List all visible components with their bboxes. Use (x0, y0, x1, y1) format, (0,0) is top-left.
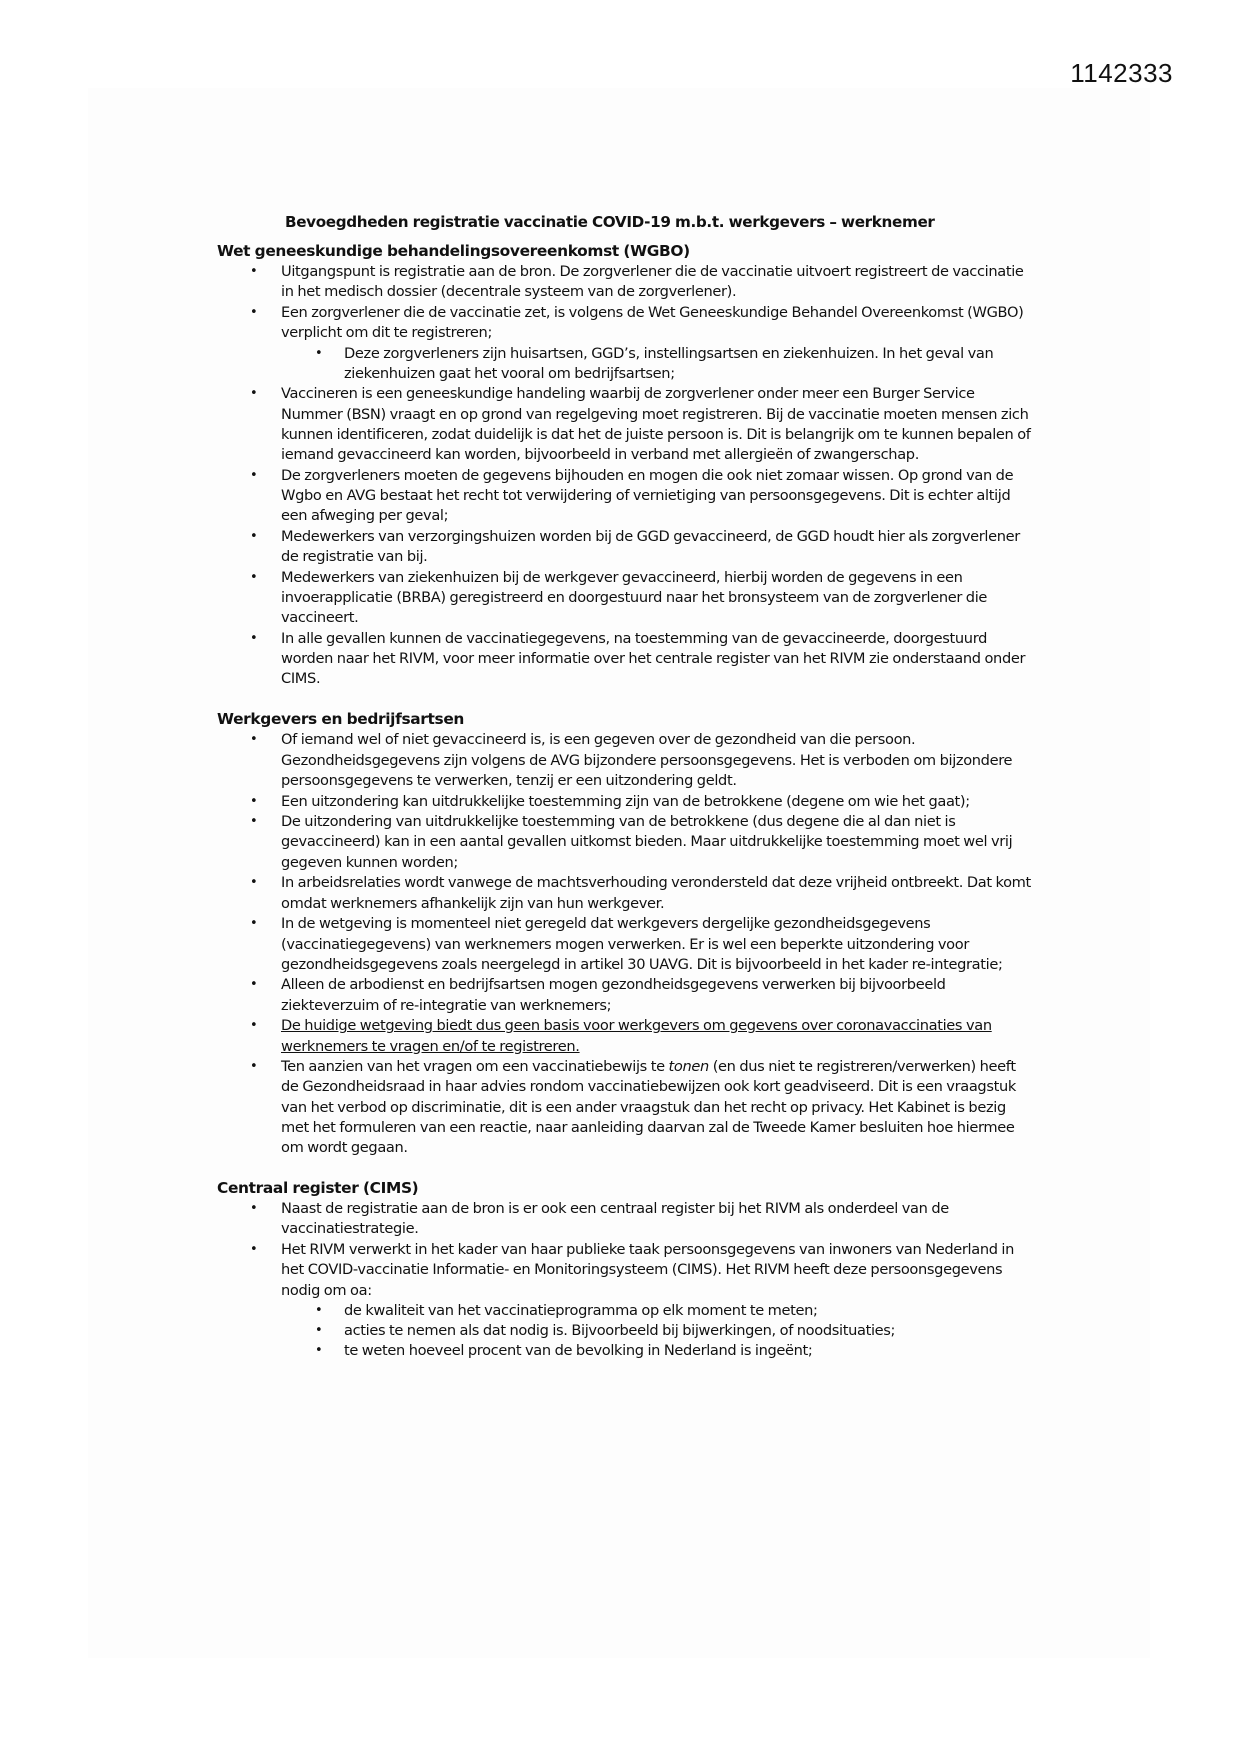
bullet-icon: • (250, 1242, 258, 1258)
list-item-text: Of iemand wel of niet gevaccineerd is, is een gegeven over de gezondheid van die persoon. Gezondheidsgegevens zijn volgens de AVG bijzondere persoonsgegevens. Het is verboden om bijzondere persoonsgegevens te verwerken, tenzij er een uitzondering geldt. (281, 731, 1013, 789)
bullet-icon: • (250, 814, 258, 830)
bullet-icon: • (250, 732, 258, 748)
list-item-text: Alleen de arbodienst en bedrijfsartsen mogen gezondheidsgegevens verwerken bij bijvoorbeeld ziekteverzuim of re-integratie van werknemers; (281, 976, 946, 1014)
bullet-icon: • (250, 916, 258, 932)
bullet-list (217, 730, 1037, 1158)
list-item-text: Vaccineren is een geneeskundige handeling waarbij de zorgverlener onder meer een Burger Service Nummer (BSN) vraagt en op grond van regelgeving moet registreren. Bij de vaccinatie moeten mensen zich kunnen identificeren, zodat duidelijk is dat het de juiste persoon is. Dit is belangrijk om te kunnen bepalen of iemand gevaccineerd kan worden, bijvoorbeeld in verband met allergieën of zwangerschap. (281, 385, 1031, 464)
list-item (217, 812, 1037, 873)
bullet-icon: • (315, 1322, 323, 1338)
bullet-icon: • (315, 345, 323, 361)
list-item (217, 1057, 1037, 1158)
section-werkgevers (217, 709, 1037, 1158)
list-item-text: de kwaliteit van het vaccinatieprogramma op elk moment te meten; (344, 1301, 818, 1319)
bullet-icon: • (250, 875, 258, 891)
list-item (217, 873, 1037, 913)
list-item-text: Naast de registratie aan de bron is er ook een centraal register bij het RIVM als onderdeel van de vaccinatiestrategie. (281, 1200, 949, 1238)
list-item (217, 914, 1037, 975)
bullet-icon: • (250, 793, 258, 809)
list-item-text: Uitgangspunt is registratie aan de bron. De zorgverlener die de vaccinatie uitvoert registreert de vaccinatie in het medisch dossier (decentrale systeem van de zorgverlener). (281, 263, 1024, 301)
nested-list-item (281, 344, 1037, 384)
list-item (217, 975, 1037, 1015)
italic-emphasis: tonen (668, 1058, 709, 1076)
nested-list-item (281, 1301, 1037, 1321)
bullet-icon: • (250, 386, 258, 402)
nested-list-item (281, 1341, 1037, 1361)
list-item (217, 466, 1037, 527)
section-heading: Werkgevers en bedrijfsartsen (217, 710, 465, 729)
bullet-icon: • (250, 264, 258, 280)
nested-bullet-list (281, 344, 1037, 384)
list-item (217, 730, 1037, 791)
list-item-text: Een uitzondering kan uitdrukkelijke toestemming zijn van de betrokkene (degene om wie het gaat); (281, 792, 970, 810)
bullet-icon: • (250, 467, 258, 483)
bullet-icon: • (250, 977, 258, 993)
bullet-icon: • (250, 630, 258, 646)
section-heading: Wet geneeskundige behandelingsovereenkomst (WGBO) (217, 242, 690, 261)
list-item (217, 629, 1037, 690)
list-item-text: te weten hoeveel procent van de bevolking in Nederland is ingeënt; (344, 1342, 813, 1360)
bullet-list (217, 1199, 1037, 1361)
bullet-icon: • (315, 1302, 323, 1318)
list-item-text: De uitzondering van uitdrukkelijke toestemming van de betrokkene (dus degene die al dan niet is gevaccineerd) kan in een aantal gevallen uitkomst bieden. Maar uitdrukkelijke toestemming moet wel vrij gegeven kunnen worden; (281, 813, 1013, 871)
list-item (217, 384, 1037, 465)
list-item (217, 568, 1037, 629)
bullet-icon: • (250, 1059, 258, 1075)
bullet-icon: • (250, 1018, 258, 1034)
list-item-emphasized (217, 1016, 1037, 1056)
nested-bullet-list (281, 1301, 1037, 1362)
bullet-icon: • (315, 1343, 323, 1359)
section-heading: Centraal register (CIMS) (217, 1179, 419, 1198)
list-item-text: (en dus niet te registreren/verwerken) heeft de Gezondheidsraad in haar advies rondom vaccinatiebewijzen ook kort geadviseerd. Dit is een vraagstuk van het verbod op discriminatie, dit is een ander vraagstuk dan het recht op privacy. Het Kabinet is bezig met het formuleren van een reactie, naar aanleiding daarvan zal de Tweede Kamer besluiten hoe hiermee om wordt gegaan. (281, 1058, 1016, 1157)
list-item-text: acties te nemen als dat nodig is. Bijvoorbeeld bij bijwerkingen, of noodsituaties; (344, 1321, 896, 1339)
bullet-list (217, 262, 1037, 689)
list-item-text: Medewerkers van ziekenhuizen bij de werkgever gevaccineerd, hierbij worden de gegevens in een invoerapplicatie (BRBA) geregistreerd en doorgestuurd naar het bronsysteem van de zorgverlener die vaccineert. (281, 568, 988, 627)
underlined-conclusion-text: De huidige wetgeving biedt dus geen basis voor werkgevers om gegevens over coronavaccinaties van werknemers te vragen en/of te registreren. (281, 1017, 992, 1055)
nested-list-item (281, 1321, 1037, 1341)
document-number: 1142333 (1070, 58, 1173, 88)
document-title: Bevoegdheden registratie vaccinatie COVID-19 m.b.t. werkgevers – werknemer (285, 213, 935, 231)
list-item (217, 527, 1037, 567)
list-item-text: In de wetgeving is momenteel niet geregeld dat werkgevers dergelijke gezondheidsgegevens (vaccinatiegegevens) van werknemers mogen verwerken. Er is wel een beperkte uitzondering voor gezondheidsgegevens zoals neergelegd in artikel 30 UAVG. Dit is bijvoorbeeld in het kader re-integratie; (281, 915, 1003, 973)
list-item-text: Het RIVM verwerkt in het kader van haar publieke taak persoonsgegevens van inwoners van Nederland in het COVID-vaccinatie Informatie- en Monitoringsysteem (CIMS). Het RIVM heeft deze persoonsgegevens nodig om oa: (281, 1241, 1015, 1299)
list-item (217, 1199, 1037, 1239)
section-cims (217, 1178, 1037, 1361)
bullet-icon: • (250, 569, 258, 585)
section-wgbo (217, 241, 1037, 689)
list-item (217, 262, 1037, 302)
document-body (217, 212, 1037, 1381)
list-item-text: De zorgverleners moeten de gegevens bijhouden en mogen die ook niet zomaar wissen. Op grond van de Wgbo en AVG bestaat het recht tot verwijdering of vernietiging van persoonsgegevens. Dit is echter altijd een afweging per geval; (281, 466, 1014, 525)
bullet-icon: • (250, 305, 258, 321)
list-item-text: Ten aanzien van het vragen om een vaccinatiebewijs te (281, 1058, 669, 1076)
list-item (217, 792, 1037, 812)
list-item-text: Medewerkers van verzorgingshuizen worden bij de GGD gevaccineerd, de GGD houdt hier als zorgverlener de registratie van bij. (281, 527, 1020, 566)
list-item (217, 1240, 1037, 1361)
list-item-text: In arbeidsrelaties wordt vanwege de machtsverhouding verondersteld dat deze vrijheid ontbreekt. Dat komt omdat werknemers afhankelijk zijn van hun werkgever. (281, 874, 1031, 912)
list-item-text: Deze zorgverleners zijn huisartsen, GGD’s, instellingsartsen en ziekenhuizen. In het geval van ziekenhuizen gaat het vooral om bedrijfsartsen; (344, 344, 994, 382)
list-item-text: In alle gevallen kunnen de vaccinatiegegevens, na toestemming van de gevaccineerde, doorgestuurd worden naar het RIVM, voor meer informatie over het centrale register van het RIVM zie onderstaand onder CIMS. (281, 629, 1026, 688)
list-item-text: Een zorgverlener die de vaccinatie zet, is volgens de Wet Geneeskundige Behandel Overeenkomst (WGBO) verplicht om dit te registreren; (281, 304, 1024, 342)
bullet-icon: • (250, 1201, 258, 1217)
bullet-icon: • (250, 528, 258, 544)
list-item (217, 303, 1037, 384)
